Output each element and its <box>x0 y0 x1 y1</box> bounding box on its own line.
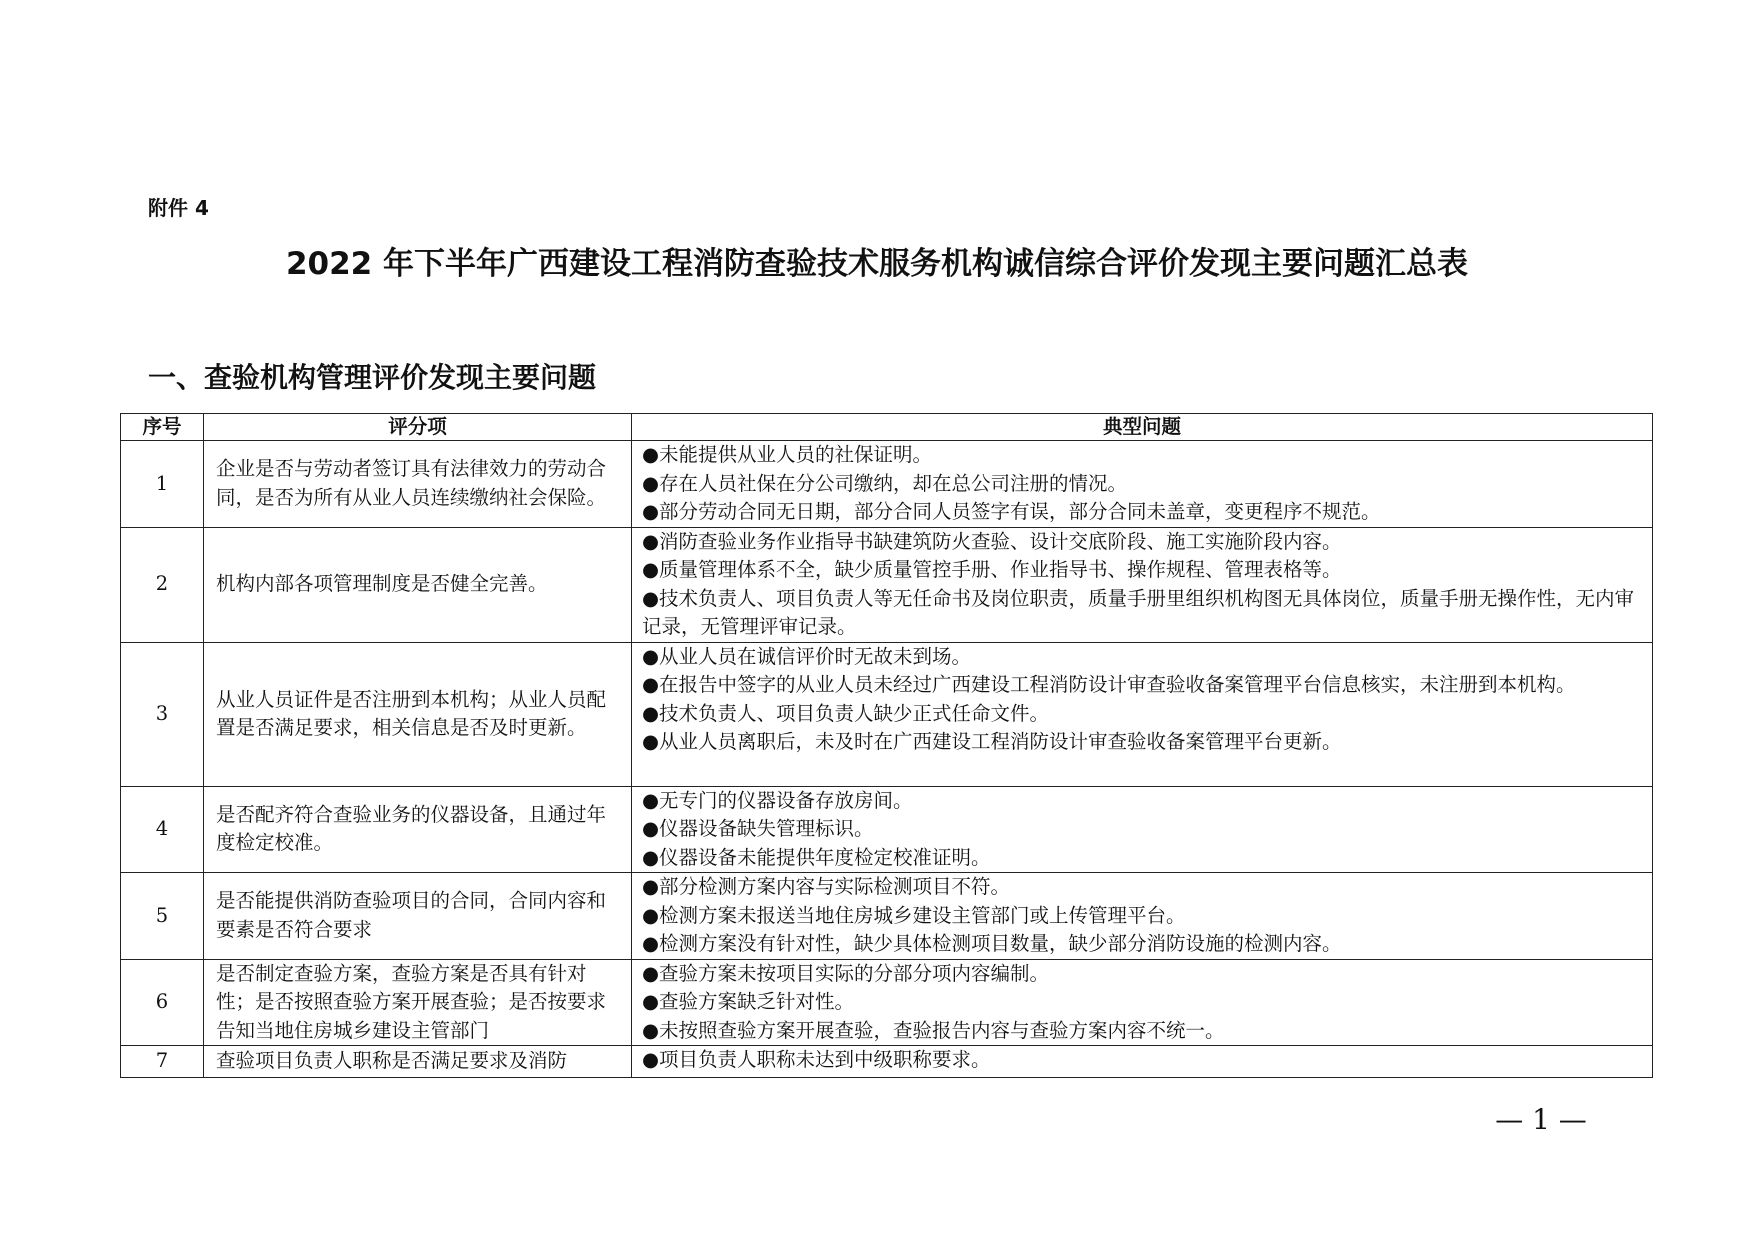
issue-line: ●技术负责人、项目负责人等无任命书及岗位职责，质量手册里组织机构图无具体岗位，质量手册无操作性，无内审记录，无管理评审记录。 <box>642 586 1635 638</box>
row-number: 5 <box>121 873 204 960</box>
issue-line: ●未按照查验方案开展查验，查验报告内容与查验方案内容不统一。 <box>642 1018 1225 1042</box>
issues-table <box>120 413 1653 1078</box>
issue-line: ●检测方案没有针对性，缺少具体检测项目数量，缺少部分消防设施的检测内容。 <box>642 932 1342 955</box>
issue-line: ●存在人员社保在分公司缴纳，却在总公司注册的情况。 <box>642 471 1128 495</box>
row-issues <box>632 786 1653 873</box>
issue-line: ●从业人员离职后，未及时在广西建设工程消防设计审查验收备案管理平台更新。 <box>642 730 1342 753</box>
page-number: — 1 — <box>1495 1103 1587 1136</box>
table-row <box>121 642 1653 786</box>
row-issues <box>632 527 1653 642</box>
row-number: 4 <box>121 786 204 873</box>
row-number: 3 <box>121 642 204 786</box>
issue-line: ●查验方案缺乏针对性。 <box>642 990 855 1013</box>
issue-line: ●仪器设备缺失管理标识。 <box>642 817 874 840</box>
issue-line: ●无专门的仪器设备存放房间。 <box>642 788 913 812</box>
row-item: 是否配齐符合查验业务的仪器设备，且通过年度检定校准。 <box>204 786 632 873</box>
row-issues <box>632 873 1653 960</box>
row-item: 从业人员证件是否注册到本机构；从业人员配置是否满足要求，相关信息是否及时更新。 <box>204 642 632 786</box>
row-item: 企业是否与劳动者签订具有法律效力的劳动合同，是否为所有从业人员连续缴纳社会保险。 <box>204 441 632 528</box>
row-issues <box>632 1046 1653 1078</box>
section-heading: 一、查验机构管理评价发现主要问题 <box>148 361 597 394</box>
row-issues <box>632 441 1653 528</box>
issue-line: ●消防查验业务作业指导书缺建筑防火查验、设计交底阶段、施工实施阶段内容。 <box>642 529 1342 553</box>
table-row <box>121 873 1653 960</box>
row-issues <box>632 642 1653 786</box>
table-row <box>121 786 1653 873</box>
issue-line: ●仪器设备未能提供年度检定校准证明。 <box>642 845 991 869</box>
row-item: 查验项目负责人职称是否满足要求及消防 <box>204 1046 632 1078</box>
page-title: 2022 年下半年广西建设工程消防查验技术服务机构诚信综合评价发现主要问题汇总表 <box>285 246 1469 282</box>
row-number: 7 <box>121 1046 204 1078</box>
issue-line: ●检测方案未报送当地住房城乡建设主管部门或上传管理平台。 <box>642 903 1186 927</box>
row-number: 6 <box>121 959 204 1046</box>
issue-line: ●质量管理体系不全，缺少质量管控手册、作业指导书、操作规程、管理表格等。 <box>642 558 1342 581</box>
issue-line: ●部分检测方案内容与实际检测项目不符。 <box>642 875 1011 898</box>
attachment-label: 附件 4 <box>148 196 209 220</box>
issue-line: ●从业人员在诚信评价时无故未到场。 <box>642 644 972 668</box>
header-no: 序号 <box>121 414 204 441</box>
row-issues <box>632 959 1653 1046</box>
issue-line: ●查验方案未按项目实际的分部分项内容编制。 <box>642 961 1050 985</box>
issue-line: ●项目负责人职称未达到中级职称要求。 <box>642 1048 991 1071</box>
header-issues: 典型问题 <box>632 414 1653 441</box>
row-number: 1 <box>121 441 204 528</box>
row-item: 是否制定查验方案，查验方案是否具有针对性；是否按照查验方案开展查验；是否按要求告知当地住房城乡建设主管部门 <box>204 959 632 1046</box>
header-item: 评分项 <box>204 414 632 441</box>
table-row <box>121 527 1653 642</box>
row-number: 2 <box>121 527 204 642</box>
table-row <box>121 1046 1653 1078</box>
table-header-row <box>121 414 1653 441</box>
issue-line: ●技术负责人、项目负责人缺少正式任命文件。 <box>642 701 1050 725</box>
table-row <box>121 441 1653 528</box>
row-item: 是否能提供消防查验项目的合同，合同内容和要素是否符合要求 <box>204 873 632 960</box>
issue-line: ●部分劳动合同无日期，部分合同人员签字有误，部分合同未盖章，变更程序不规范。 <box>642 500 1381 523</box>
issue-line: ●在报告中签字的从业人员未经过广西建设工程消防设计审查验收备案管理平台信息核实，未注册到本机构。 <box>642 673 1576 696</box>
table-row <box>121 959 1653 1046</box>
issue-line: ●未能提供从业人员的社保证明。 <box>642 443 933 466</box>
row-item: 机构内部各项管理制度是否健全完善。 <box>204 527 632 642</box>
